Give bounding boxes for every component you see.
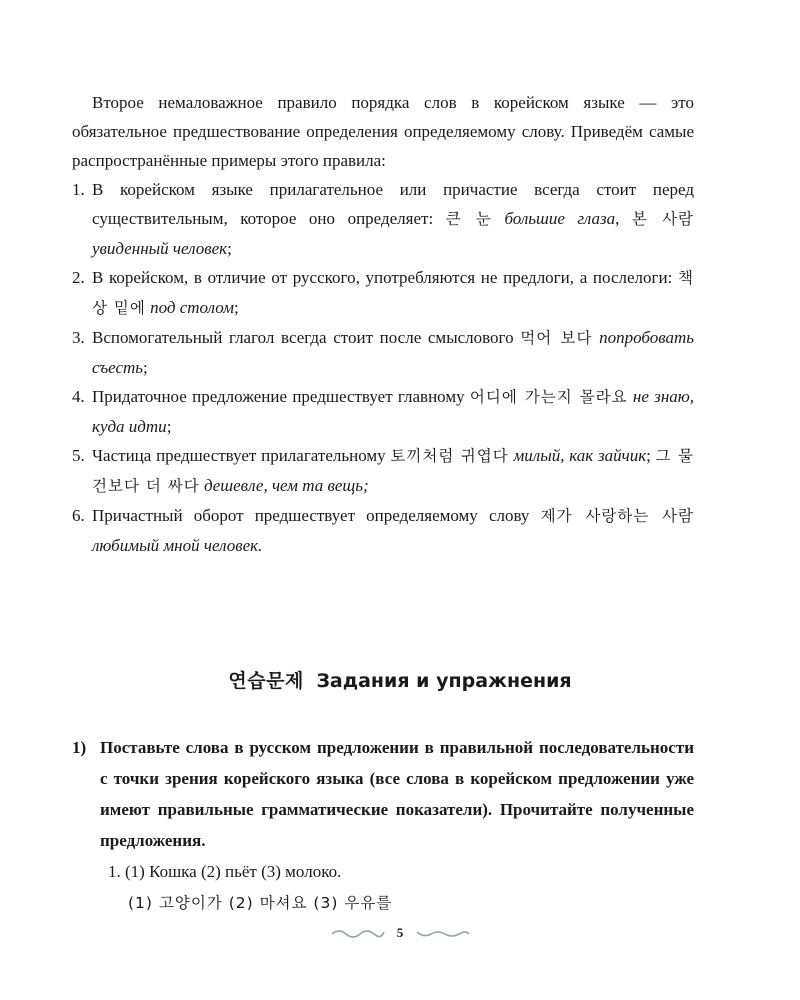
separator: , (615, 209, 632, 228)
item-number: 1. (72, 180, 85, 199)
punct: ; (143, 358, 148, 377)
item-text: Вспомогательный глагол всегда стоит после смыслового (92, 328, 521, 347)
exercise-instructions: Поставьте слова в русском предложении в правильной последовательности с точки зрения корейского языка (все слова в корейском предложении уже имеют правильные грамматические показатели). Прочитайте полученные предложения. (100, 738, 694, 850)
korean-example: 어디에 가는지 몰라요 (469, 388, 628, 406)
wave-ornament-left-icon (330, 928, 386, 940)
list-item (72, 175, 694, 263)
punct: ; (233, 298, 239, 317)
item-text: В корейском, в отличие от русского, употребляются не предлоги, а послелоги: (92, 268, 679, 287)
translation: под столом (150, 298, 234, 317)
example-korean: (1) 고양이가 (2) 마셔요 (3) 우유를 (128, 894, 393, 912)
korean-example: 책상 밑에 (92, 269, 694, 317)
intro-paragraph: Второе немаловажное правило порядка слов в корейском языке — это обязательное предшествование определения определяемому слову. Приведём самые распространённые примеры этого правила: (72, 93, 694, 170)
translation: не знаю, куда идти (92, 387, 694, 436)
main-text (72, 88, 694, 560)
page-footer (0, 925, 800, 941)
wave-ornament-right-icon (415, 928, 471, 940)
punct: ; (166, 417, 172, 436)
section-heading (0, 666, 800, 693)
translation: милый, как зайчик (513, 446, 647, 465)
rules-list (72, 175, 694, 560)
item-number: 4. (72, 387, 85, 406)
translation: большие глаза (504, 209, 616, 228)
example (108, 856, 694, 919)
punct: ; (227, 239, 232, 258)
item-number: 6. (72, 506, 85, 525)
list-item (72, 263, 694, 323)
list-item (72, 441, 694, 501)
item-number: 2. (72, 268, 85, 287)
section-title-korean: 연습문제 (228, 670, 304, 692)
korean-example: 토끼처럼 귀엽다 (390, 447, 509, 465)
item-number: 3. (72, 328, 85, 347)
item-text: Придаточное предложение предшествует главному (92, 387, 470, 406)
list-item (72, 382, 694, 441)
korean-example: 큰 눈 (445, 210, 492, 228)
exercise-1 (72, 732, 694, 919)
item-number: 5. (72, 446, 85, 465)
list-item (72, 501, 694, 560)
translation: любимый мной человек. (92, 536, 263, 555)
page-number: 5 (396, 925, 404, 940)
translation: дешевле, чем та вещь; (203, 476, 369, 495)
section-title-russian: Задания и упражнения (316, 670, 572, 692)
example-number: 1. (108, 862, 121, 881)
item-text: Частица предшествует прилагательному (92, 446, 391, 465)
korean-example: 그 물건보다 더 싸다 (92, 447, 695, 495)
translation: попробовать съесть (92, 328, 694, 377)
korean-example: 제가 사랑하는 사람 (540, 507, 695, 525)
item-text: Причастный оборот предшествует определяемому слову (92, 506, 541, 525)
example-russian: (1) Кошка (2) пьёт (3) молоко. (125, 862, 342, 881)
item-text: В корейском языке прилагательное или причастие всегда стоит перед существительным, которое оно определяет: (92, 180, 694, 228)
korean-example: 먹어 보다 (520, 329, 593, 347)
list-item (72, 323, 694, 382)
translation: увиденный человек (92, 239, 228, 258)
separator: ; (646, 446, 656, 465)
exercise-number: 1) (72, 738, 87, 757)
korean-example: 본 사람 (631, 210, 695, 228)
